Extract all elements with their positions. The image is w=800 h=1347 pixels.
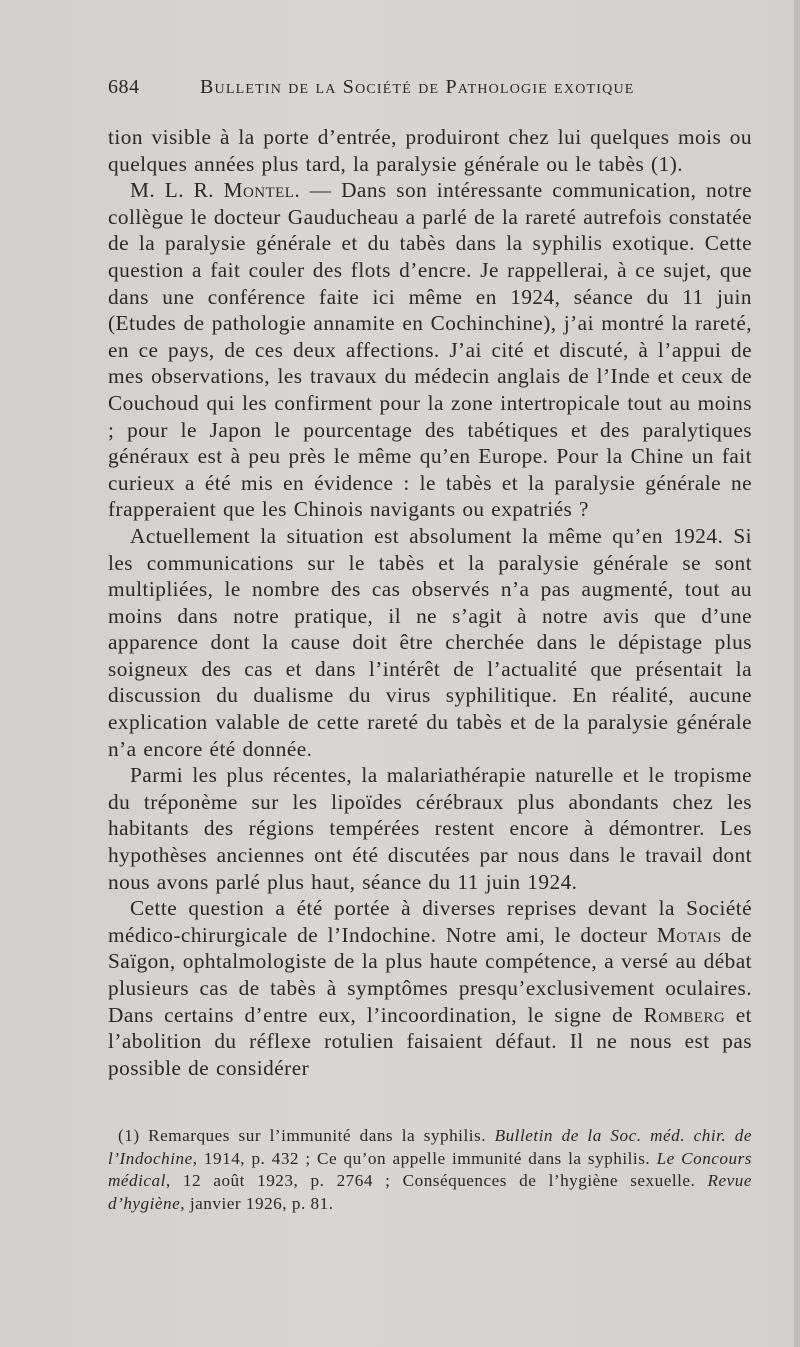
paragraph-text: Cette question a été portée à diverses reprises devant la Société médico-chirurgicale de l’Indochine. Notre ami, le docteur [108,896,752,947]
paragraph-actuellement: Actuellement la situation est absolument la même qu’en 1924. Si les communications sur le tabès et la paralysie générale se sont multipliées, le nombre des cas observés n’a pas augmenté, tout au moins dans notre pratique, il ne s’agit à notre avis que d’une apparence dont la cause doit être cherchée dans le dépistage plus soigneux des cas et dans l’intérêt de l’actualité que présentait la discussion du dualisme du virus syphilitique. En réalité, aucune explication valable de cette rareté du tabès et de la paralysie générale n’a encore été donnée. [108,523,752,761]
footnote-citation: Le Concours médical [108,1148,752,1191]
footnotes [108,1125,752,1215]
paragraph-parmi: Parmi les plus récentes, la malariathérapie naturelle et le tropisme du tréponème sur les lipoïdes cérébraux plus abondants chez les habitants des régions tempérées restent encore à démontrer. Les hypothèses anciennes ont été discutées par nous dans le travail dont nous avons parlé plus haut, séance du 11 juin 1924. [108,763,752,894]
footnote-text: , 12 août 1923, p. 2764 ; Conséquences de l’hygiène sexuelle. [165,1171,708,1191]
page-number: 684 [108,76,140,98]
footnote-citation: Revue d’hygiène [108,1171,752,1213]
author-name-romberg: Romberg [643,1002,726,1027]
paragraph-question [108,895,752,1081]
body-text [108,124,752,1081]
paragraph-montel [108,177,752,523]
author-name-motais: Motais [656,922,722,947]
paragraph-continuation: tion visible à la porte d’entrée, produiront chez lui quelques mois ou quelques années plus tard, la paralysie générale ou le tabès (1). [108,125,752,176]
footnote-citation: Bulletin de la Soc. méd. chir. de l’Indochine [108,1126,752,1168]
running-title: Bulletin de la Société de Pathologie exotique [200,76,635,98]
page-header [108,76,758,106]
paragraph-text: et l’abolition du réflexe rotulien faisaient défaut. Il ne nous est pas possible de considérer [108,1002,752,1080]
footnote-1 [108,1125,752,1215]
paragraph-text: — Dans son intéressante communication, notre collègue le docteur Gauducheau a parlé de la rareté autrefois constatée de la paralysie générale et du tabès dans la syphilis exotique. Cette question a fait couler des flots d’encre. Je rappellerai, à ce sujet, que dans une conférence faite ici même en 1924, séance du 11 juin (Etudes de pathologie annamite en Cochinchine), j’ai montré la rareté, en ce pays, de ces deux affections. J’ai cité et discuté, à l’appui de mes observations, les travaux du médecin anglais de l’Inde et ceux de Couchoud qui les confirment pour la zone intertropicale tout au moins ; pour le Japon le pourcentage des tabétiques et des paralytiques généraux est à peu près le même qu’en Europe. Pour la Chine un fait curieux a été mis en évidence : le tabès et la paralysie générale ne frapperaient que les Chinois navigants ou expatriés ? [108,178,753,522]
speaker-name: M. L. R. Montel. [130,178,301,203]
footnote-text: Remarques sur l’immunité dans la syphilis. [139,1126,495,1145]
footnote-text: , janvier 1926, p. 81. [180,1193,334,1213]
footnote-marker: (1) [118,1126,140,1145]
footnote-text: , 1914, p. 432 ; Ce qu’on appelle immunité dans la syphilis. [192,1148,657,1168]
paragraph-text: de Saïgon, ophtalmologiste de la plus haute compétence, a versé au débat plusieurs cas de tabès à symptômes presqu’exclusivement oculaires. Dans certains d’entre eux, l’incoordination, le signe de [108,922,752,1027]
page-edge [794,0,800,1347]
